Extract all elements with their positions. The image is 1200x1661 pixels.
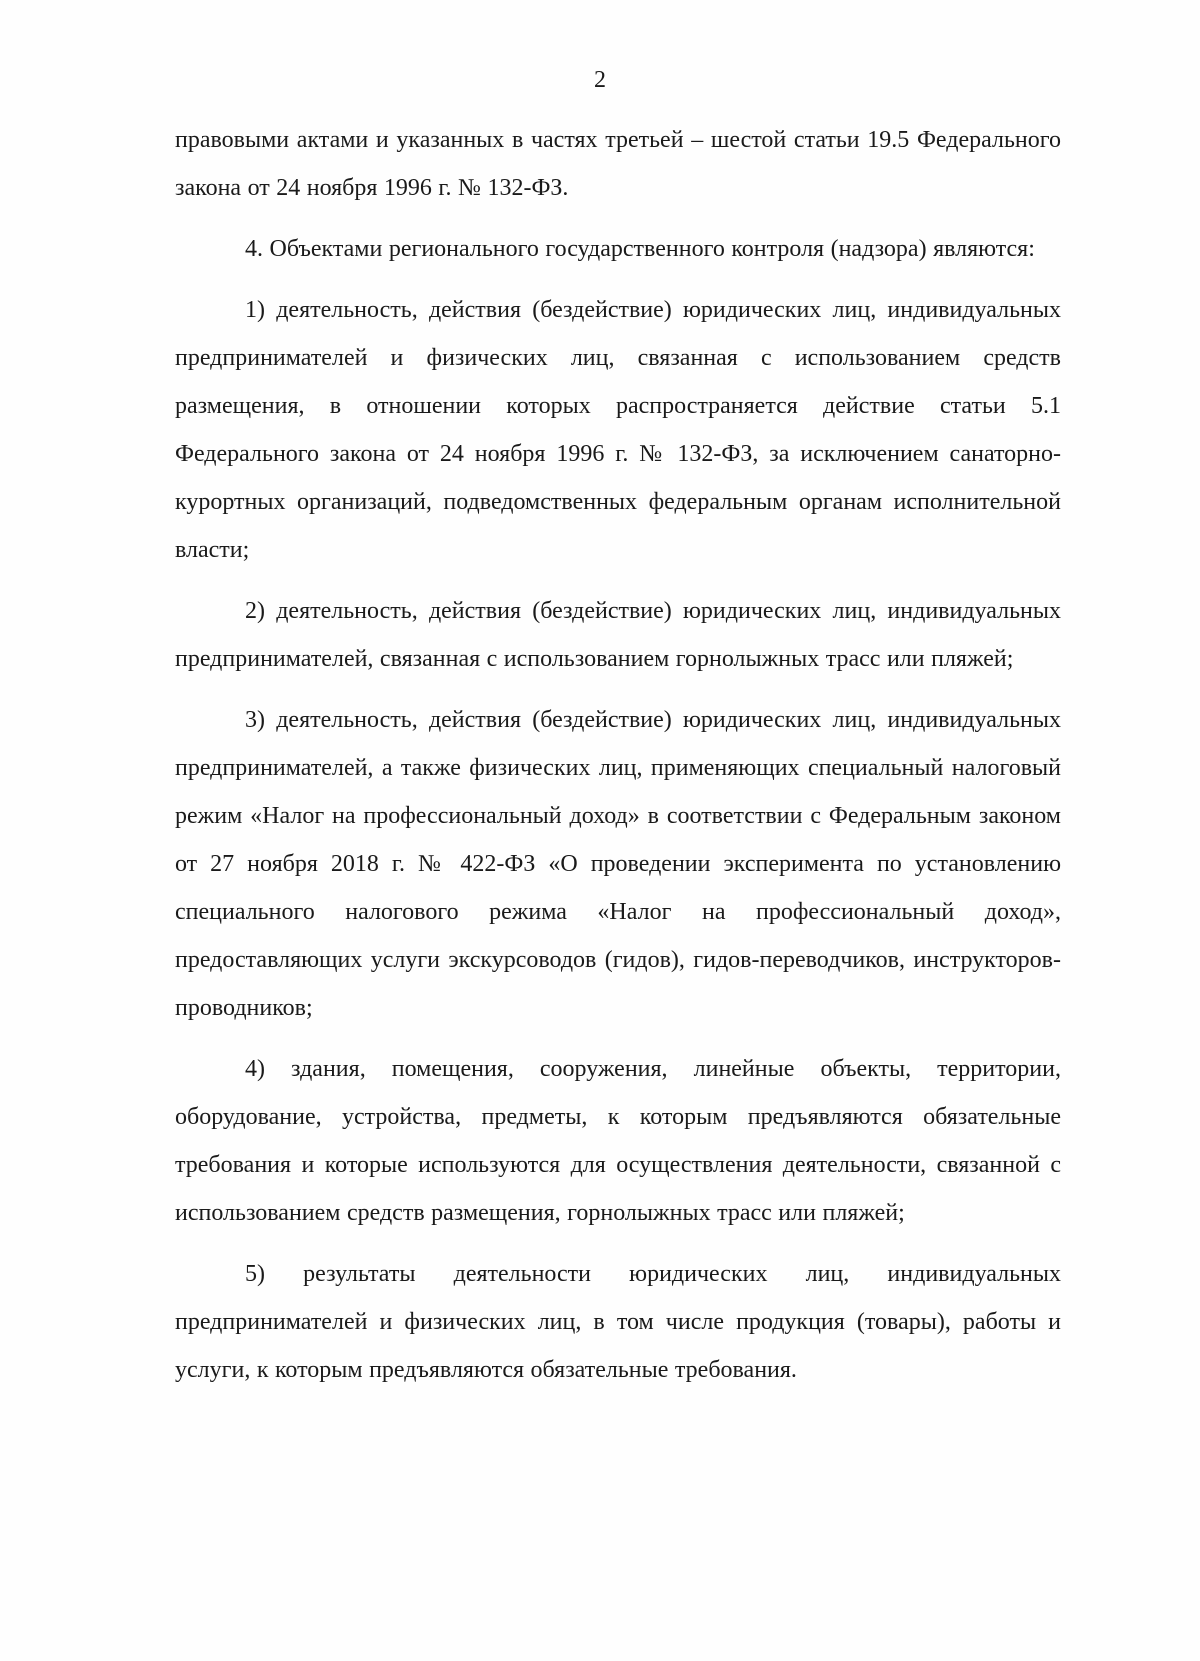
paragraph-subitem-4: 4) здания, помещения, сооружения, линейные объекты, территории, оборудование, устройства, предметы, к которым предъявляются обязательные требования и которые используются для осуществления деятельности, связанной с использованием средств размещения, горнолыжных трасс или пляжей; — [175, 1056, 1061, 1226]
paragraph-item-4-objects: 4. Объектами регионального государственного контроля (надзора) являются: — [245, 236, 1035, 262]
paragraph-subitem-2: 2) деятельность, действия (бездействие) юридических лиц, индивидуальных предпринимателей, связанная с использованием горнолыжных трасс или пляжей; — [175, 598, 1061, 672]
document-body — [175, 116, 1061, 1407]
paragraph-continuation: правовыми актами и указанных в частях третьей – шестой статьи 19.5 Федерального закона от 24 ноября 1996 г. № 132-ФЗ. — [175, 127, 1061, 201]
paragraph-subitem-3: 3) деятельность, действия (бездействие) юридических лиц, индивидуальных предпринимателей, а также физических лиц, применяющих специальный налоговый режим «Налог на профессиональный доход» в соответствии с Федеральным законом от 27 ноября 2018 г. № 422-ФЗ «О проведении эксперимента по установлению специального налогового режима «Налог на профессиональный доход», предоставляющих услуги экскурсоводов (гидов), гидов-переводчиков, инструкторов-проводников; — [175, 707, 1061, 1021]
page-number: 2 — [594, 67, 606, 93]
paragraph-subitem-5: 5) результаты деятельности юридических лиц, индивидуальных предпринимателей и физических лиц, в том числе продукция (товары), работы и услуги, к которым предъявляются обязательные требования. — [175, 1261, 1061, 1383]
paragraph-subitem-1: 1) деятельность, действия (бездействие) юридических лиц, индивидуальных предпринимателей и физических лиц, связанная с использованием средств размещения, в отношении которых распространяется действие статьи 5.1 Федерального закона от 24 ноября 1996 г. № 132-ФЗ, за исключением санаторно-курортных организаций, подведомственных федеральным органам исполнительной власти; — [175, 297, 1061, 563]
